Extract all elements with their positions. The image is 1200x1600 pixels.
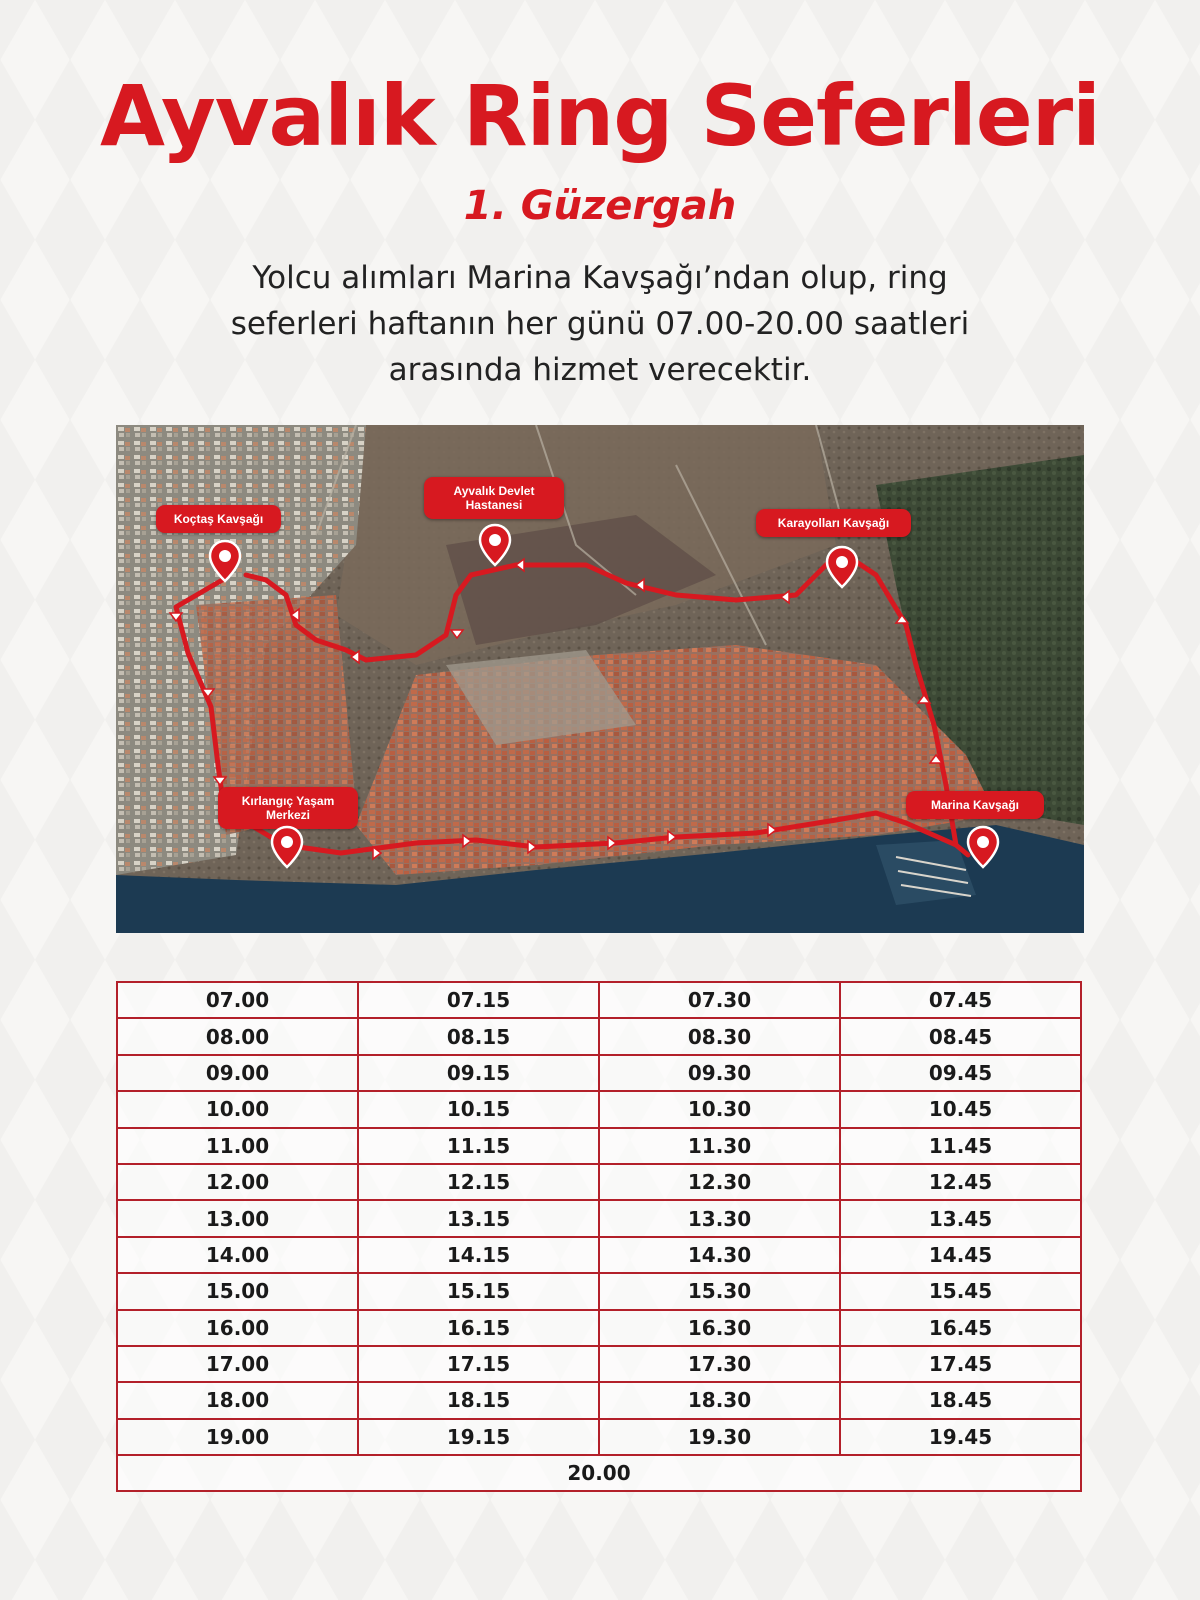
schedule-time-cell: 17.00 [117,1346,358,1382]
schedule-cell-last: 20.00 [117,1455,1081,1491]
schedule-row [117,1128,1081,1164]
schedule-time-cell: 19.00 [117,1419,358,1455]
schedule-time-cell: 08.30 [599,1018,840,1054]
schedule-time-cell: 17.15 [358,1346,599,1382]
stop-label-karayollari: Karayolları Kavşağı [756,509,911,537]
schedule-time-cell: 13.30 [599,1200,840,1236]
schedule-time-cell: 11.15 [358,1128,599,1164]
description-line: arasında hizmet verecektir. [388,352,812,388]
schedule-time-cell: 07.00 [117,982,358,1018]
schedule-row [117,1346,1081,1382]
schedule-time-cell: 11.30 [599,1128,840,1164]
schedule-time-cell: 07.45 [840,982,1081,1018]
schedule-row [117,1055,1081,1091]
schedule-time-cell: 09.00 [117,1055,358,1091]
schedule-time-cell: 19.45 [840,1419,1081,1455]
schedule-time-cell: 14.45 [840,1237,1081,1273]
schedule-time-cell: 08.15 [358,1018,599,1054]
schedule-time-cell: 14.00 [117,1237,358,1273]
schedule-row [117,1310,1081,1346]
schedule-time-cell: 13.15 [358,1200,599,1236]
schedule-time-cell: 16.15 [358,1310,599,1346]
stop-label-koctas: Koçtaş Kavşağı [156,505,281,533]
schedule-time-cell: 07.30 [599,982,840,1018]
schedule-row [117,1237,1081,1273]
schedule-time-cell: 10.30 [599,1091,840,1127]
satellite-map-background [116,425,1084,933]
route-map [116,425,1084,933]
departure-schedule-table [116,981,1082,1492]
schedule-row [117,1200,1081,1236]
stop-label-devlet-hastanesi: Ayvalık Devlet Hastanesi [424,477,564,519]
schedule-row [117,1091,1081,1127]
schedule-time-cell: 07.15 [358,982,599,1018]
schedule-time-cell: 16.30 [599,1310,840,1346]
schedule-time-cell: 15.15 [358,1273,599,1309]
schedule-row [117,1273,1081,1309]
schedule-time-cell: 09.45 [840,1055,1081,1091]
schedule-time-cell: 19.15 [358,1419,599,1455]
schedule-time-cell: 15.30 [599,1273,840,1309]
schedule-time-cell: 18.00 [117,1382,358,1418]
schedule-time-cell: 15.45 [840,1273,1081,1309]
schedule-time-cell: 09.15 [358,1055,599,1091]
schedule-row [117,1164,1081,1200]
schedule-time-cell: 16.45 [840,1310,1081,1346]
schedule-time-cell: 10.00 [117,1091,358,1127]
schedule-time-cell: 13.45 [840,1200,1081,1236]
location-pin-icon [478,523,512,567]
schedule-time-cell: 13.00 [117,1200,358,1236]
description-line: seferleri haftanın her günü 07.00-20.00 saatleri [230,306,970,342]
schedule-time-cell: 11.45 [840,1128,1081,1164]
schedule-time-cell: 10.45 [840,1091,1081,1127]
schedule-time-cell: 08.00 [117,1018,358,1054]
route-subtitle: 1. Güzergah [463,183,737,229]
schedule-time-cell: 10.15 [358,1091,599,1127]
schedule-time-cell: 09.30 [599,1055,840,1091]
schedule-time-cell: 12.15 [358,1164,599,1200]
location-pin-icon [270,825,304,869]
schedule-row [117,1419,1081,1455]
schedule-time-cell: 14.15 [358,1237,599,1273]
schedule-final-row [117,1455,1081,1491]
schedule-time-cell: 12.00 [117,1164,358,1200]
schedule-row [117,1382,1081,1418]
schedule-time-cell: 16.00 [117,1310,358,1346]
description-line: Yolcu alımları Marina Kavşağı’ndan olup, ring [252,260,948,296]
service-description [130,255,1070,393]
schedule-time-cell: 18.45 [840,1382,1081,1418]
schedule-row [117,982,1081,1018]
schedule-time-cell: 15.00 [117,1273,358,1309]
schedule-time-cell: 18.15 [358,1382,599,1418]
location-pin-icon [825,545,859,589]
location-pin-icon [966,825,1000,869]
schedule-time-cell: 11.00 [117,1128,358,1164]
page-title: Ayvalık Ring Seferleri [100,67,1100,165]
location-pin-icon [208,539,242,583]
schedule-time-cell: 18.30 [599,1382,840,1418]
schedule-time-cell: 08.45 [840,1018,1081,1054]
schedule-time-cell: 17.30 [599,1346,840,1382]
schedule-time-cell: 12.30 [599,1164,840,1200]
schedule-time-cell: 14.30 [599,1237,840,1273]
schedule-time-cell: 12.45 [840,1164,1081,1200]
stop-label-kirlangic: Kırlangıç Yaşam Merkezi [218,787,358,829]
schedule-time-cell: 19.30 [599,1419,840,1455]
stop-label-marina: Marina Kavşağı [906,791,1044,819]
schedule-row [117,1018,1081,1054]
schedule-time-cell: 17.45 [840,1346,1081,1382]
